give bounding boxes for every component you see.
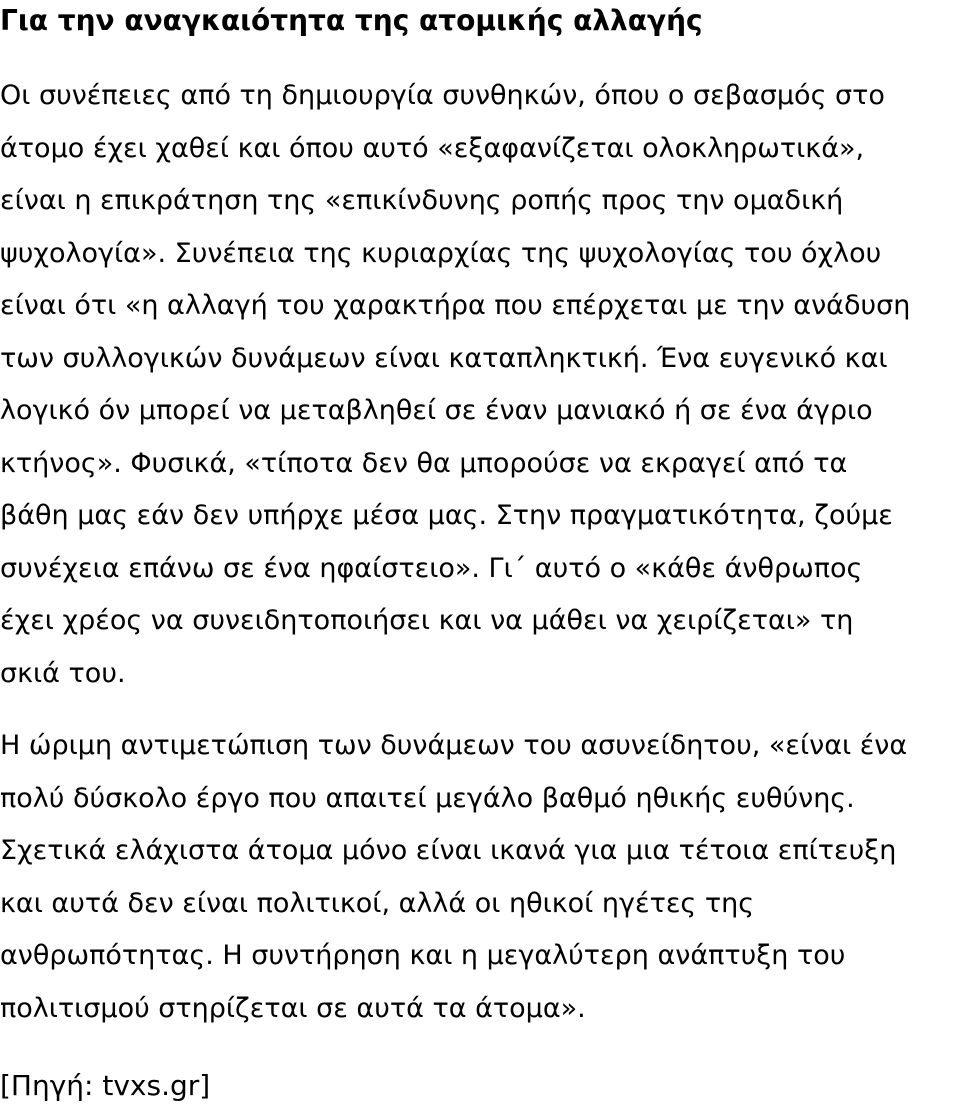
paragraph-line: κτήνος». Φυσικά, «τίποτα δεν θα μπορούσε να εκραγεί από τα	[0, 447, 848, 479]
paragraph-2	[0, 720, 960, 1035]
paragraph-line: σκιά του.	[0, 657, 126, 689]
paragraph-line: ψυχολογία». Συνέπεια της κυριαρχίας της ψυχολογίας του όχλου	[0, 237, 882, 269]
paragraph-line: Σχετικά ελάχιστα άτομα μόνο είναι ικανά για μια τέτοια επίτευξη	[0, 835, 897, 866]
source-citation: [Πηγή: tvxs.gr]	[0, 1069, 211, 1102]
paragraph-line: Η ώριμη αντιμετώπιση των δυνάμεων του ασυνείδητου, «είναι ένα	[0, 730, 908, 761]
paragraph-line: πολιτισμού στηρίζεται σε αυτά τα άτομα».	[0, 992, 586, 1024]
paragraph-line: των συλλογικών δυνάμεων είναι καταπληκτική. Ένα ευγενικό και	[0, 342, 888, 374]
paragraph-line: συνέχεια επάνω σε ένα ηφαίστειο». Γι΄ αυτό ο «κάθε άνθρωπος	[0, 552, 863, 584]
paragraph-line: είναι ότι «η αλλαγή του χαρακτήρα που επέρχεται με την ανάδυση	[0, 290, 911, 321]
paragraph-line: είναι η επικράτηση της «επικίνδυνης ροπής προς την ομαδική	[0, 185, 844, 216]
paragraph-line: έχει χρέος να συνειδητοποιήσει και να μάθει να χειρίζεται» τη	[0, 605, 854, 636]
document-title: Για την αναγκαιότητα της ατομικής αλλαγής	[0, 4, 703, 37]
paragraph-line: και αυτά δεν είναι πολιτικοί, αλλά οι ηθικοί ηγέτες της	[0, 887, 755, 919]
paragraph-line: ανθρωπότητας. Η συντήρηση και η μεγαλύτερη ανάπτυξη του	[0, 940, 846, 971]
paragraph-1	[0, 70, 960, 700]
paragraph-line: βάθη μας εάν δεν υπήρχε μέσα μας. Στην πραγματικότητα, ζούμε	[0, 500, 893, 531]
paragraph-line: πολύ δύσκολο έργο που απαιτεί μεγάλο βαθμό ηθικής ευθύνης.	[0, 782, 855, 814]
paragraph-line: λογικό όν μπορεί να μεταβληθεί σε έναν μανιακό ή σε ένα άγριο	[0, 395, 873, 426]
paragraph-line: άτομο έχει χαθεί και όπου αυτό «εξαφανίζεται ολοκληρωτικά»,	[0, 132, 865, 164]
paragraph-line: Οι συνέπειες από τη δημιουργία συνθηκών, όπου ο σεβασμός στο	[0, 80, 885, 111]
